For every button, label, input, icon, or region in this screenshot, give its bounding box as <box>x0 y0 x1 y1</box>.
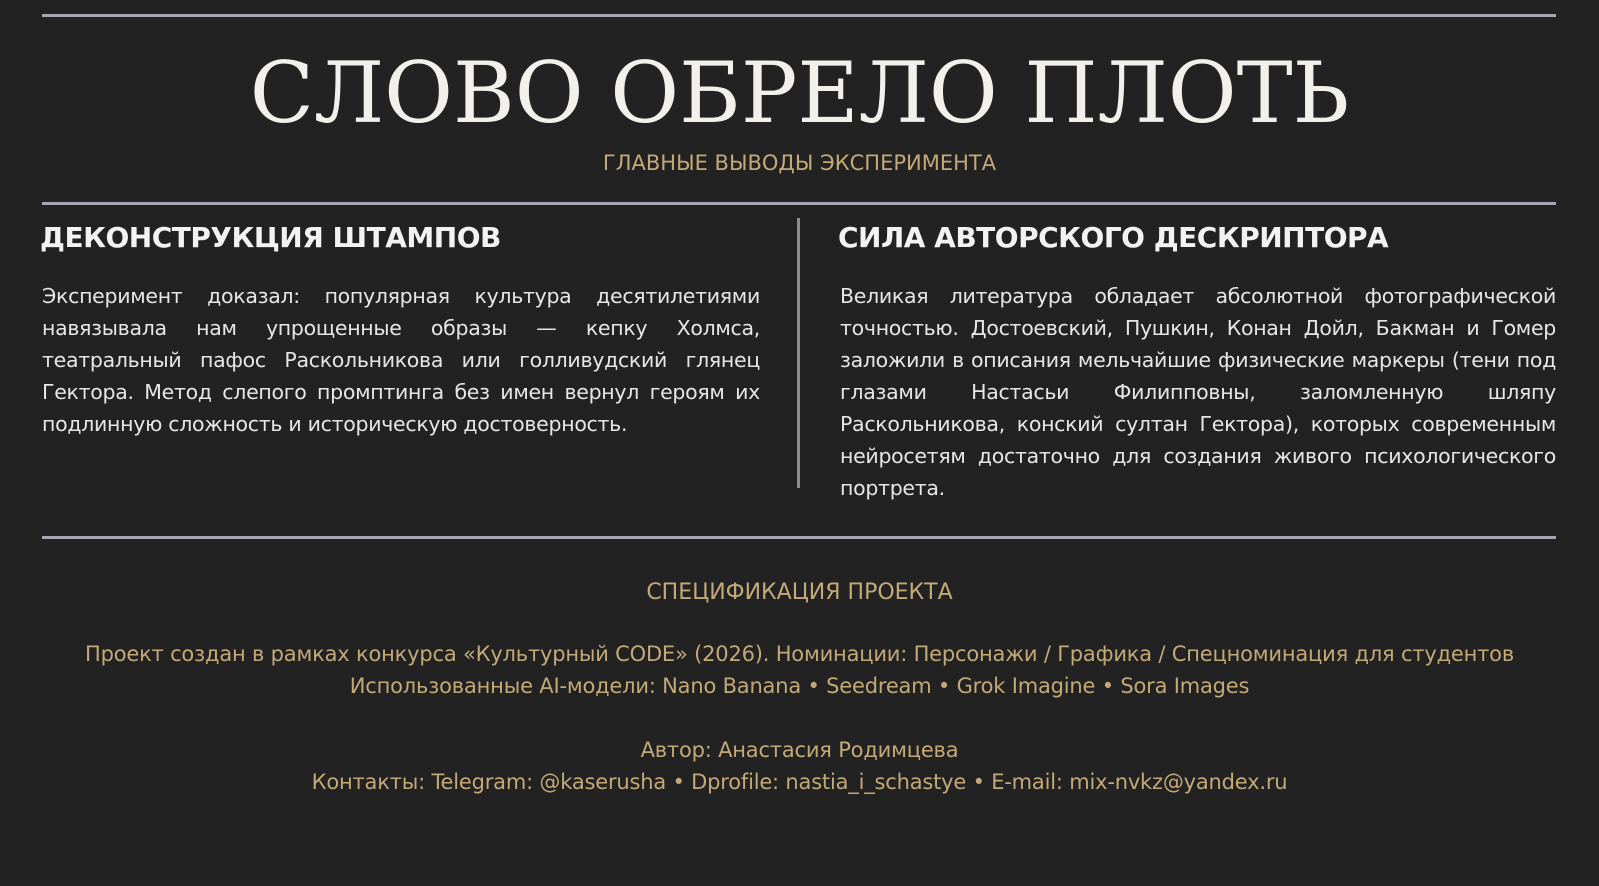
column-divider <box>797 218 800 488</box>
section-deconstruction <box>40 216 760 440</box>
contest-info: Проект создан в рамках конкурса «Культурный CODE» (2026). Номинации: Персонажи / Графика / Спецноминация для студентов <box>84 642 1514 666</box>
contacts-info: Контакты: Telegram: @kaserusha • Dprofile: nastia_i_schastye • E-mail: mix-nvkz@yandex.ru <box>311 770 1288 794</box>
section-author-descriptor <box>838 216 1556 504</box>
section-body: Эксперимент доказал: популярная культура десятилетиями навязывала нам упрощенные образы — кепку Холмса, театральный пафос Раскольникова или голливудский глянец Гектора. Метод слепого промптинга без имен вернул героям их подлинную сложность и историческую достоверность. <box>42 284 760 436</box>
page-title: СЛОВО ОБРЕЛО ПЛОТЬ <box>249 44 1350 142</box>
header-divider <box>42 202 1556 205</box>
author-info: Автор: Анастасия Родимцева <box>640 738 959 762</box>
page-subtitle: ГЛАВНЫЕ ВЫВОДЫ ЭКСПЕРИМЕНТА <box>602 151 997 175</box>
section-heading: СИЛА АВТОРСКОГО ДЕСКРИПТОРА <box>838 221 1389 254</box>
spec-title: СПЕЦИФИКАЦИЯ ПРОЕКТА <box>646 580 953 605</box>
section-heading: ДЕКОНСТРУКЦИЯ ШТАМПОВ <box>40 221 501 254</box>
section-body: Великая литература обладает абсолютной фотографической точностью. Достоевский, Пушкин, Конан Дойл, Бакман и Гомер заложили в описания мельчайшие физические маркеры (тени под глазами Настасьи Филипповны, заломленную шляпу Раскольникова, конский султан Гектора), которых современным нейросетям достаточно для создания живого психологического портрета. <box>840 284 1556 500</box>
top-divider <box>42 14 1556 17</box>
ai-models-info: Использованные AI-модели: Nano Banana • Seedream • Grok Imagine • Sora Images <box>349 674 1250 698</box>
footer-divider <box>42 536 1556 539</box>
